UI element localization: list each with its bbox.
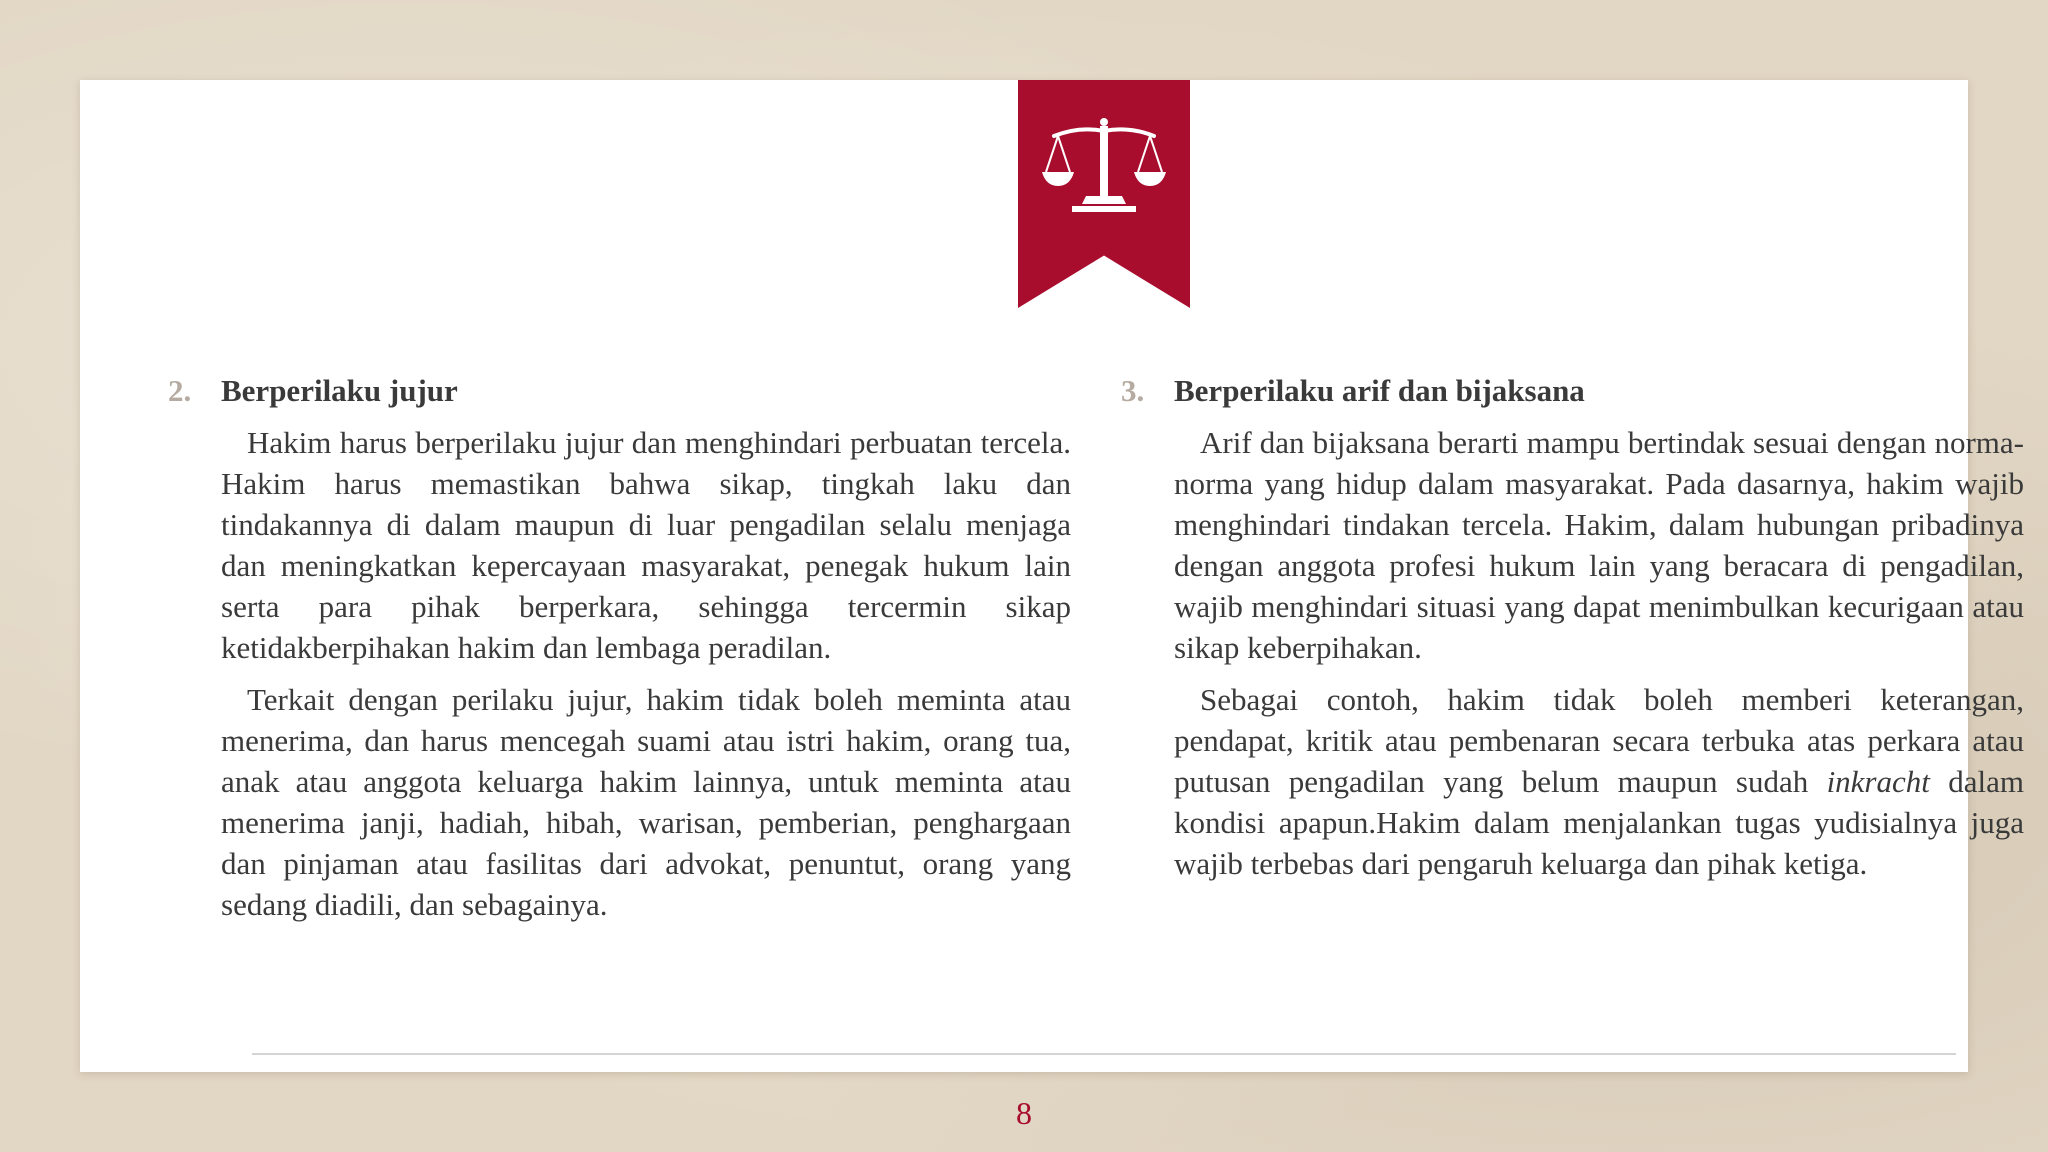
- section-heading: [1121, 370, 2024, 412]
- content-card: [80, 80, 2024, 1072]
- paragraph: Terkait dengan perilaku jujur, hakim tidak boleh meminta atau menerima, dan harus mencegah suami atau istri hakim, orang tua, anak atau anggota keluarga hakim lainnya, untuk meminta atau menerima janji, hadiah, hibah, warisan, pemberian, penghargaan dan pinjaman atau fasilitas dari advokat, penuntut, orang yang sedang diadili, dan sebagainya.: [221, 682, 1071, 922]
- bookmark-ribbon: [1018, 80, 1190, 308]
- section-berperilaku-jujur: [168, 370, 1071, 936]
- section-title: Berperilaku jujur: [221, 373, 458, 408]
- paragraph: Hakim harus berperilaku jujur dan menghindari perbuatan tercela. Hakim harus memastikan bahwa sikap, tingkah laku dan tindakannya di dalam maupun di luar pengadilan selalu menjaga dan meningkatkan kepercayaan masyarakat, penegak hukum lain serta para pihak berperkara, sehingga tercermin sikap ketidakberpihakan hakim dan lembaga peradilan.: [221, 425, 1071, 665]
- section-title: Berperilaku arif dan bijaksana: [1174, 373, 1585, 408]
- section-number: 3.: [1121, 373, 1145, 408]
- paragraph: [1174, 679, 2024, 884]
- section-heading: [168, 370, 1071, 412]
- section-number: 2.: [168, 373, 192, 408]
- paragraph-text: Sebagai contoh, hakim tidak boleh memberi keterangan, pendapat, kritik atau pembenaran secara terbuka atas perkara atau putusan pengadilan yang belum maupun sudah: [1174, 682, 2024, 799]
- italic-term: inkracht: [1826, 764, 1930, 799]
- paragraph: Arif dan bijaksana berarti mampu bertindak sesuai dengan norma-norma yang hidup dalam masyarakat. Pada dasarnya, hakim wajib menghindari tindakan tercela. Hakim, dalam hubungan pribadinya dengan anggota profesi hukum lain yang beracara di pengadilan, wajib menghindari situasi yang dapat menimbulkan kecurigaan atau sikap keberpihakan.: [1174, 425, 2024, 665]
- section-berperilaku-arif: [1121, 370, 2024, 895]
- paragraph-text: dalam kondisi apapun.Hakim dalam menjalankan tugas yudisialnya juga wajib terbebas dari pengaruh keluarga dan pihak ketiga.: [1174, 764, 2024, 881]
- page-number: 8: [1016, 1095, 1032, 1131]
- divider-line: [252, 1053, 1956, 1055]
